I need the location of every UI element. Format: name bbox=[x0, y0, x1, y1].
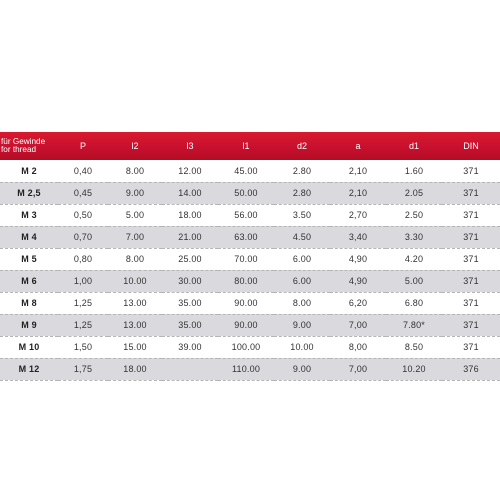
table-cell: 13.00 bbox=[123, 320, 147, 330]
table-cell: 1,00 bbox=[73, 276, 93, 286]
header-row bbox=[0, 132, 500, 160]
header-thread-line2: for thread bbox=[1, 145, 37, 154]
table-cell: 25.00 bbox=[178, 254, 202, 264]
table-cell: 90.00 bbox=[234, 320, 258, 330]
header-p: P bbox=[79, 141, 86, 151]
thread-size-cell: M 6 bbox=[21, 276, 37, 286]
table-cell: 5.00 bbox=[404, 276, 424, 286]
table-cell: 1,25 bbox=[73, 320, 93, 330]
table-cell: 9.00 bbox=[125, 188, 145, 198]
table-row bbox=[0, 204, 500, 226]
table-cell: 14.00 bbox=[178, 188, 202, 198]
table-cell: 2.05 bbox=[404, 188, 424, 198]
table-row bbox=[0, 336, 500, 358]
table-cell: 371 bbox=[463, 232, 479, 242]
table-body bbox=[0, 160, 500, 380]
table-cell: 35.00 bbox=[178, 320, 202, 330]
table-cell: 4.50 bbox=[292, 232, 312, 242]
table-cell: 10.20 bbox=[402, 364, 426, 374]
table-cell: 6,20 bbox=[348, 298, 368, 308]
thread-size-cell: M 8 bbox=[21, 298, 37, 308]
table-cell: 35.00 bbox=[178, 298, 202, 308]
table-cell: 6.80 bbox=[404, 298, 424, 308]
header-thread-line1: für Gewinde bbox=[1, 137, 46, 146]
table-cell: 0,80 bbox=[73, 254, 93, 264]
table-cell: 0,45 bbox=[73, 188, 93, 198]
table-cell: 12.00 bbox=[178, 165, 202, 176]
table-cell: 3.30 bbox=[404, 232, 424, 242]
table-cell: 10.00 bbox=[290, 342, 314, 352]
table-cell: 8.00 bbox=[125, 165, 145, 176]
table-cell: 39.00 bbox=[178, 342, 202, 352]
table-cell: 9.00 bbox=[292, 320, 312, 330]
thread-size-cell: M 12 bbox=[18, 364, 40, 374]
header-d1: d1 bbox=[408, 141, 419, 151]
table-cell: 2.80 bbox=[292, 188, 312, 198]
table-cell: 15.00 bbox=[123, 342, 147, 352]
table-row bbox=[0, 182, 500, 204]
table-cell: 371 bbox=[463, 276, 479, 286]
table-cell: 110.00 bbox=[231, 364, 261, 374]
table-row bbox=[0, 226, 500, 248]
table-cell: 80.00 bbox=[234, 276, 258, 286]
table-cell: 5.00 bbox=[125, 210, 145, 220]
table-row bbox=[0, 248, 500, 270]
dimension-table-container bbox=[0, 132, 500, 381]
table-cell: 30.00 bbox=[178, 276, 202, 286]
table-cell: 376 bbox=[463, 364, 479, 374]
table-cell: 371 bbox=[463, 298, 479, 308]
table-cell: 56.00 bbox=[234, 210, 258, 220]
table-cell: 371 bbox=[463, 165, 479, 176]
table-cell: 2.50 bbox=[404, 210, 424, 220]
thread-dimension-table bbox=[0, 132, 500, 381]
table-cell: 0,50 bbox=[73, 210, 93, 220]
table-row bbox=[0, 160, 500, 182]
table-cell: 8,00 bbox=[348, 342, 368, 352]
table-cell: 6.00 bbox=[292, 276, 312, 286]
table-cell: 4,90 bbox=[348, 276, 368, 286]
table-cell: 1,50 bbox=[73, 342, 93, 352]
table-cell: 8.00 bbox=[292, 298, 312, 308]
table-cell: 8.50 bbox=[404, 342, 424, 352]
table-cell: 7.00 bbox=[125, 232, 145, 242]
table-cell: 9.00 bbox=[292, 364, 312, 374]
table-cell: 7,00 bbox=[348, 320, 368, 330]
table-cell: 371 bbox=[463, 342, 479, 352]
table-cell bbox=[162, 358, 218, 380]
table-cell: 90.00 bbox=[234, 298, 258, 308]
table-cell: 18.00 bbox=[178, 210, 202, 220]
thread-size-cell: M 2 bbox=[21, 165, 37, 176]
table-row bbox=[0, 358, 500, 380]
table-cell: 10.00 bbox=[123, 276, 147, 286]
header-d2: d2 bbox=[296, 141, 307, 151]
table-cell: 70.00 bbox=[234, 254, 258, 264]
table-cell: 1,25 bbox=[73, 298, 93, 308]
thread-size-cell: M 10 bbox=[18, 342, 40, 352]
header-a: a bbox=[355, 141, 361, 151]
table-cell: 45.00 bbox=[234, 165, 258, 176]
header-l1: l1 bbox=[242, 141, 250, 151]
table-cell: 8.00 bbox=[125, 254, 145, 264]
table-cell: 371 bbox=[463, 210, 479, 220]
header-thread bbox=[0, 132, 58, 160]
table-cell: 3,40 bbox=[348, 232, 368, 242]
table-cell: 4,90 bbox=[348, 254, 368, 264]
header-l3: l3 bbox=[186, 141, 194, 151]
thread-size-cell: M 5 bbox=[21, 254, 37, 264]
table-cell: 2.80 bbox=[292, 165, 312, 176]
table-cell: 6.00 bbox=[292, 254, 312, 264]
thread-size-cell: M 4 bbox=[21, 232, 37, 242]
table-cell: 18.00 bbox=[123, 364, 147, 374]
thread-size-cell: M 3 bbox=[21, 210, 37, 220]
table-cell: 371 bbox=[463, 188, 479, 198]
header-din: DIN bbox=[463, 141, 479, 151]
table-cell: 1,75 bbox=[73, 364, 93, 374]
table-cell: 2,10 bbox=[348, 188, 368, 198]
table-cell: 371 bbox=[463, 320, 479, 330]
table-cell: 2,10 bbox=[348, 165, 368, 176]
table-cell: 7.80* bbox=[402, 320, 426, 330]
table-cell: 371 bbox=[463, 254, 479, 264]
table-cell: 0,40 bbox=[73, 165, 93, 176]
table-cell: 7,00 bbox=[348, 364, 368, 374]
table-cell: 21.00 bbox=[178, 232, 202, 242]
table-cell: 63.00 bbox=[234, 232, 258, 242]
table-cell: 50.00 bbox=[234, 188, 258, 198]
table-row bbox=[0, 270, 500, 292]
table-cell: 13.00 bbox=[123, 298, 147, 308]
thread-size-cell: M 2,5 bbox=[17, 188, 41, 198]
header-l2: l2 bbox=[131, 141, 139, 151]
table-cell: 4.20 bbox=[404, 254, 424, 264]
table-cell: 0,70 bbox=[73, 232, 93, 242]
table-cell: 100.00 bbox=[231, 342, 261, 352]
thread-size-cell: M 9 bbox=[21, 320, 37, 330]
table-row bbox=[0, 314, 500, 336]
table-row bbox=[0, 292, 500, 314]
table-cell: 3.50 bbox=[292, 210, 312, 220]
table-header bbox=[0, 132, 500, 160]
table-cell: 2,70 bbox=[348, 210, 368, 220]
table-cell: 1.60 bbox=[404, 165, 424, 176]
